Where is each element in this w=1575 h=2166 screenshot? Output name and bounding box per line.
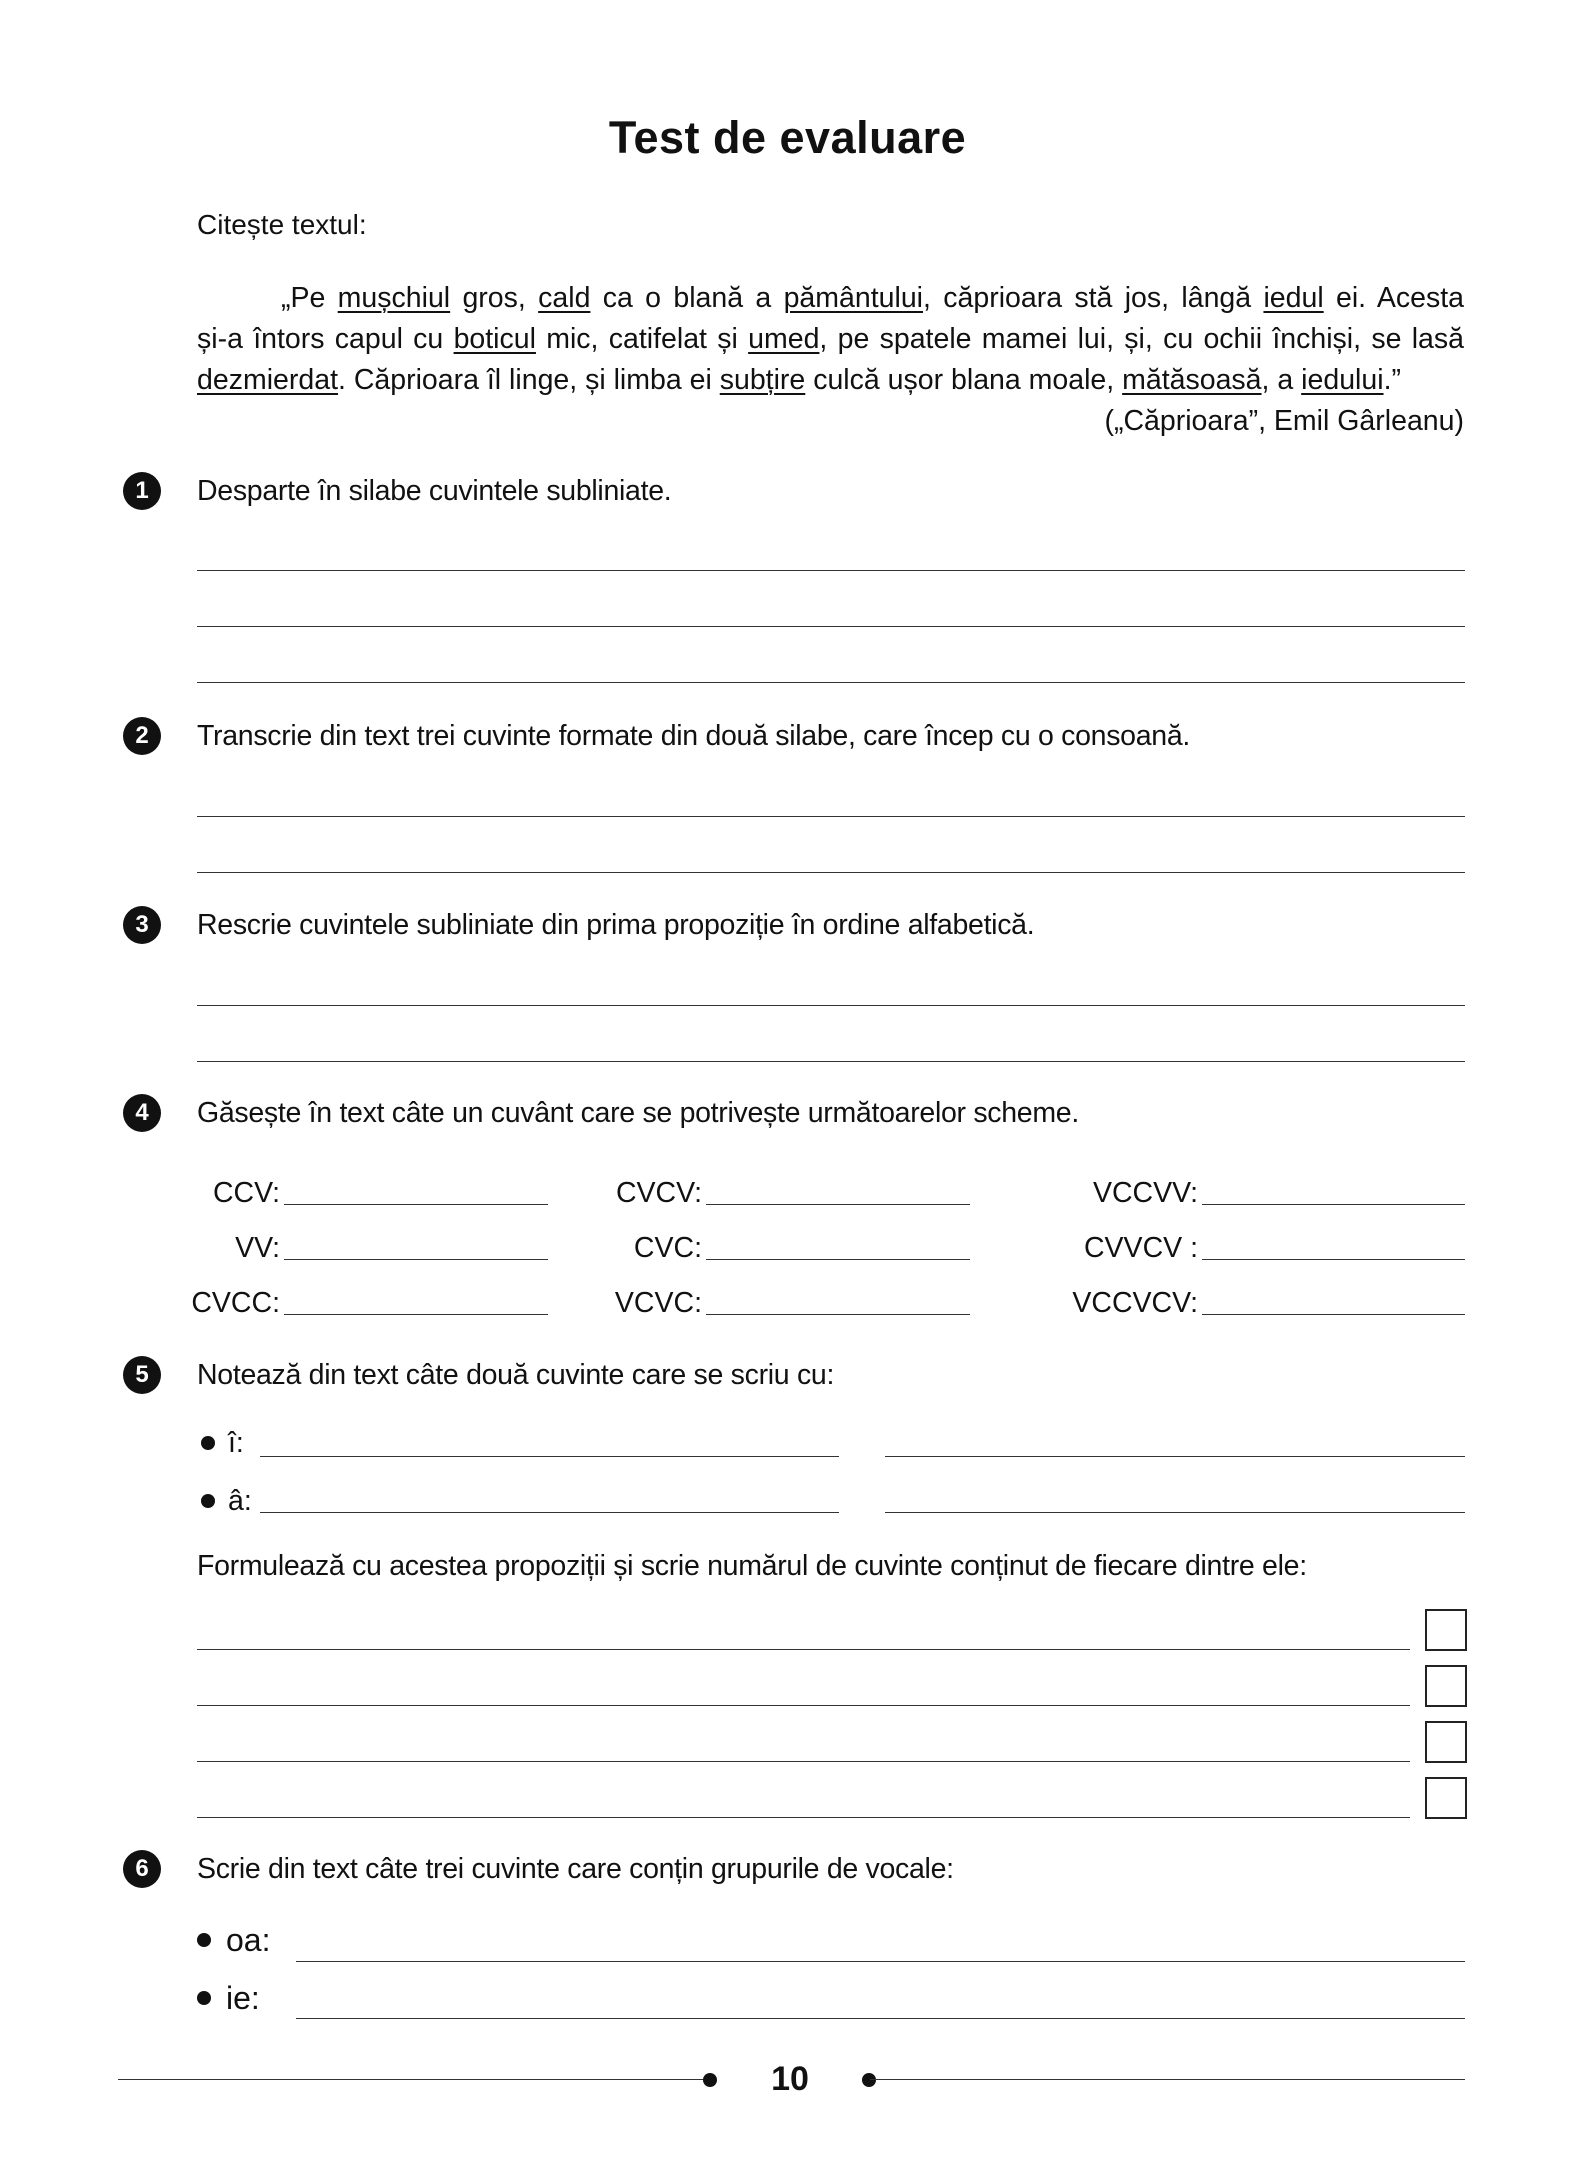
vowel-group-oa: oa: <box>226 1922 271 1958</box>
page-number: 10 <box>771 2060 809 2098</box>
scheme-answer-line[interactable] <box>1202 1259 1465 1260</box>
answer-line[interactable] <box>296 1961 1465 1962</box>
question-number-4: 4 <box>123 1094 161 1132</box>
question-6-text: Scrie din text câte trei cuvinte care conțin grupurile de vocale: <box>197 1853 954 1885</box>
passage-line-1 <box>197 278 1464 319</box>
answer-line[interactable] <box>296 2018 1465 2019</box>
scheme-label-cvc: CVC: <box>633 1232 702 1264</box>
question-4-text: Găsește în text câte un cuvânt care se potrivește următoarelor scheme. <box>197 1097 1079 1129</box>
scheme-answer-line[interactable] <box>284 1204 548 1205</box>
bullet-icon <box>197 1933 211 1947</box>
scheme-label-cvvcv: CVVCV : <box>1083 1232 1198 1264</box>
scheme-answer-line[interactable] <box>706 1314 970 1315</box>
scheme-answer-line[interactable] <box>706 1204 970 1205</box>
underlined-word: umed <box>748 323 820 355</box>
sentence-line[interactable] <box>197 1817 1410 1818</box>
scheme-label-vcvc: VCVC: <box>614 1287 702 1319</box>
underlined-word: mătăsoasă <box>1122 364 1262 396</box>
passage-text: , a <box>1261 364 1302 396</box>
underlined-word: boticul <box>453 323 536 355</box>
passage-text: .” <box>1383 364 1401 396</box>
answer-line[interactable] <box>260 1512 839 1513</box>
q5-instruction: Formulează cu acestea propoziții și scrie numărul de cuvinte conținut de fiecare dintre ele: <box>197 1550 1307 1582</box>
passage-text: culcă ușor blana moale, <box>805 364 1123 396</box>
reading-passage <box>197 278 1464 442</box>
answer-line[interactable] <box>197 626 1465 627</box>
word-count-box[interactable] <box>1425 1721 1467 1763</box>
scheme-label-vccvcv: VCCVCV: <box>1072 1287 1198 1319</box>
underlined-word: subțire <box>719 364 806 396</box>
passage-text: „Pe <box>281 282 338 314</box>
word-count-box[interactable] <box>1425 1665 1467 1707</box>
passage-line-3 <box>197 360 1464 401</box>
passage-text: . Căprioara îl linge, și limba ei <box>337 364 720 396</box>
sentence-line[interactable] <box>197 1649 1410 1650</box>
scheme-label-cvcv: CVCV: <box>615 1177 702 1209</box>
question-number-6: 6 <box>123 1850 161 1888</box>
question-number-3: 3 <box>123 906 161 944</box>
scheme-answer-line[interactable] <box>1202 1314 1465 1315</box>
underlined-word: dezmierdat <box>197 364 338 396</box>
passage-line-2 <box>197 319 1464 360</box>
scheme-answer-line[interactable] <box>284 1259 548 1260</box>
bullet-icon <box>201 1494 215 1508</box>
passage-text: , pe spatele mamei lui, și, cu ochii închiși, se lasă <box>819 323 1464 355</box>
answer-line[interactable] <box>197 872 1465 873</box>
underlined-word: iedului <box>1301 364 1384 396</box>
scheme-answer-line[interactable] <box>284 1314 548 1315</box>
question-number-5: 5 <box>123 1356 161 1394</box>
vowel-group-ie: ie: <box>226 1980 260 2016</box>
footer-rule-right <box>870 2079 1465 2080</box>
underlined-word: iedul <box>1263 282 1324 314</box>
question-2-text: Transcrie din text trei cuvinte formate din două silabe, care încep cu o consoană. <box>197 720 1190 752</box>
word-count-box[interactable] <box>1425 1777 1467 1819</box>
scheme-answer-line[interactable] <box>1202 1204 1465 1205</box>
scheme-label-ccv: CCV: <box>212 1177 280 1209</box>
answer-line[interactable] <box>197 682 1465 683</box>
question-5-text: Notează din text câte două cuvinte care se scriu cu: <box>197 1359 835 1391</box>
passage-text: mic, catifelat și <box>535 323 749 355</box>
sentence-line[interactable] <box>197 1761 1410 1762</box>
bullet-icon <box>201 1436 215 1450</box>
word-count-box[interactable] <box>1425 1609 1467 1651</box>
bullet-icon <box>197 1991 211 2005</box>
passage-text: gros, <box>450 282 539 314</box>
footer-dot-icon <box>862 2073 876 2087</box>
passage-text: și-a întors capul cu <box>197 323 454 355</box>
underlined-word: mușchiul <box>337 282 451 314</box>
letter-label-a: â: <box>228 1485 252 1517</box>
scheme-label-vv: VV: <box>235 1232 280 1264</box>
scheme-answer-line[interactable] <box>706 1259 970 1260</box>
answer-line[interactable] <box>197 816 1465 817</box>
answer-line[interactable] <box>885 1512 1465 1513</box>
scheme-label-vccvv: VCCVV: <box>1092 1177 1198 1209</box>
letter-label-i: î: <box>228 1427 244 1459</box>
answer-line[interactable] <box>197 570 1465 571</box>
passage-source: („Căprioara”, Emil Gârleanu) <box>1104 405 1464 437</box>
answer-line[interactable] <box>197 1061 1465 1062</box>
underlined-word: pământului <box>783 282 924 314</box>
footer-rule-left <box>118 2079 708 2080</box>
underlined-word: cald <box>538 282 591 314</box>
sentence-line[interactable] <box>197 1705 1410 1706</box>
passage-text: ca o blană a <box>590 282 784 314</box>
answer-line[interactable] <box>197 1005 1465 1006</box>
answer-line[interactable] <box>260 1456 839 1457</box>
scheme-label-cvcc: CVCC: <box>191 1287 280 1319</box>
answer-line[interactable] <box>885 1456 1465 1457</box>
question-number-1: 1 <box>123 472 161 510</box>
passage-text: , căprioara stă jos, lângă <box>923 282 1264 314</box>
page-title: Test de evaluare <box>608 112 967 163</box>
question-number-2: 2 <box>123 717 161 755</box>
question-1-text: Desparte în silabe cuvintele subliniate. <box>197 475 672 507</box>
intro-instruction: Citește textul: <box>197 209 367 240</box>
passage-text: ei. Acesta <box>1323 282 1464 314</box>
footer-dot-icon <box>703 2073 717 2087</box>
question-3-text: Rescrie cuvintele subliniate din prima propoziție în ordine alfabetică. <box>197 909 1035 941</box>
